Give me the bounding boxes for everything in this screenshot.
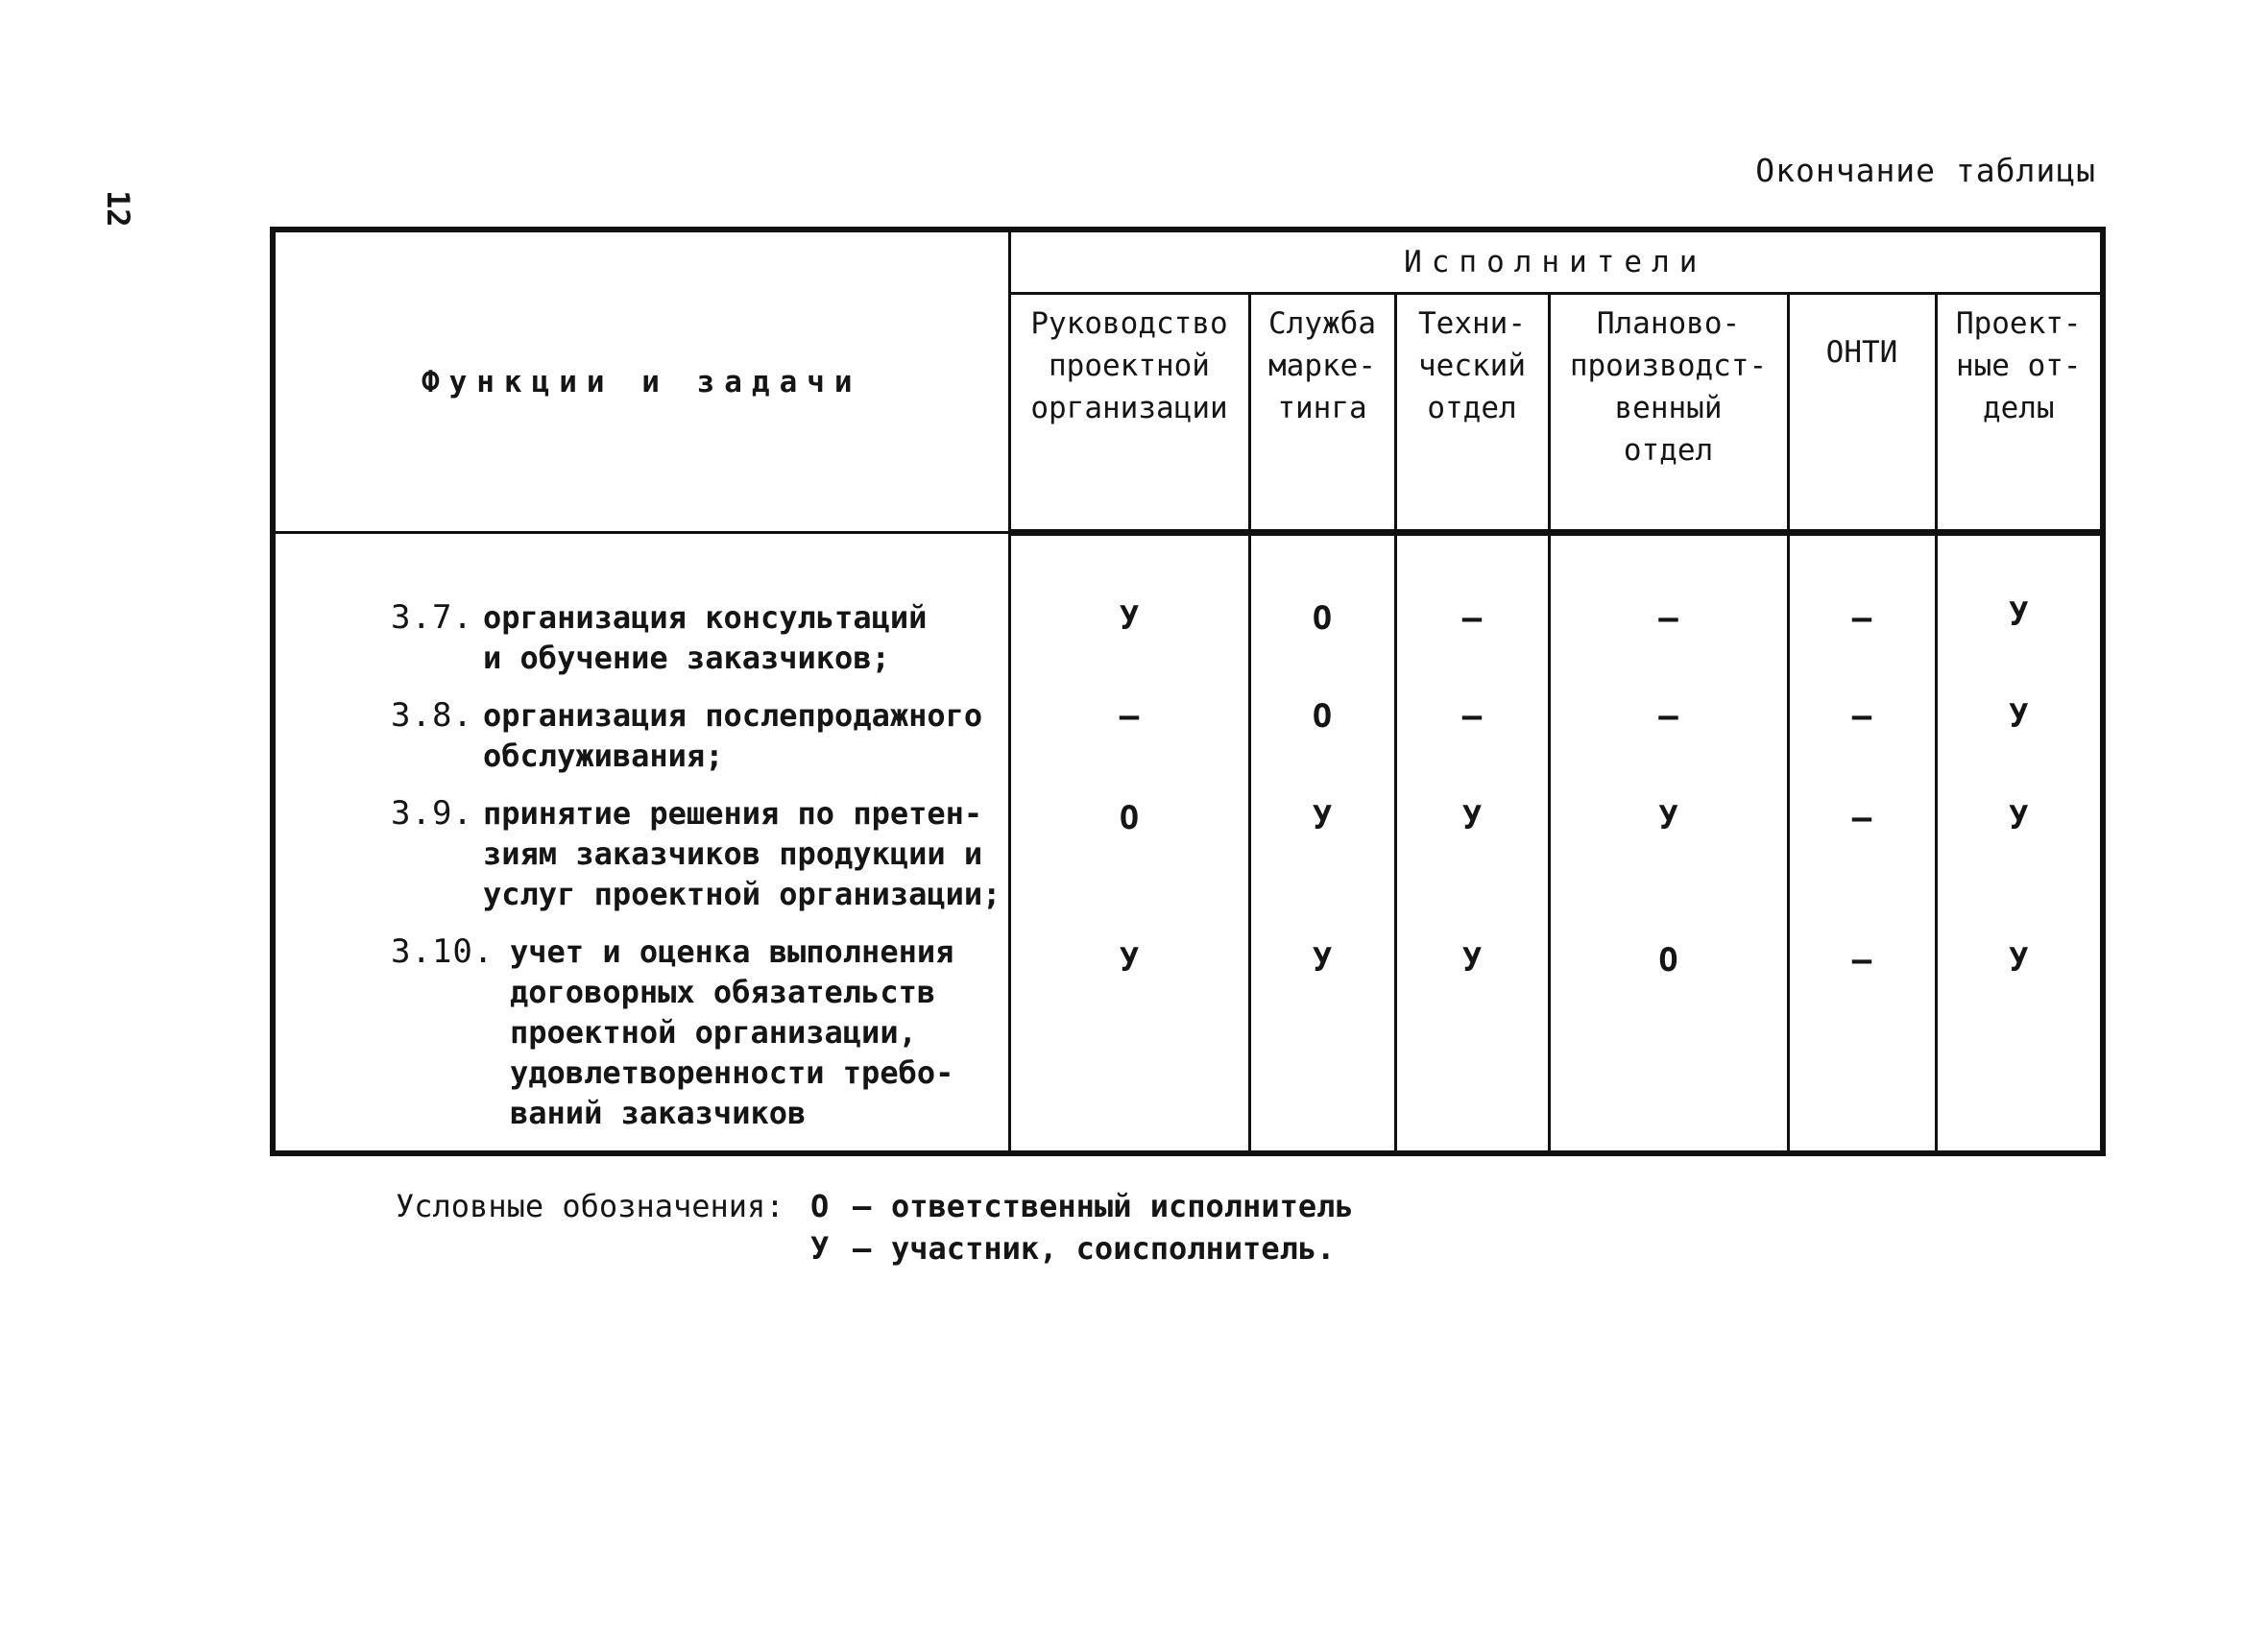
marks-column-planning xyxy=(1549,533,1788,1154)
mark: У xyxy=(2009,697,2029,736)
mark: – xyxy=(1461,599,1483,638)
header-col-onti: ОНТИ xyxy=(1788,294,1936,533)
mark: У xyxy=(2009,941,2029,980)
legend xyxy=(396,1185,1354,1270)
mark: – xyxy=(1658,599,1678,638)
mark: У xyxy=(2009,595,2029,634)
task-text: организация консультаций и обучение заказчиков; xyxy=(483,599,928,676)
task-number: 3.9. xyxy=(391,794,473,833)
task-text: учет и оценка выполнения договорных обязательств проектной организации, удовлетворенности требо- ваний заказчиков xyxy=(510,933,954,1131)
legend-dash: – xyxy=(853,1230,872,1267)
mark: О xyxy=(1312,599,1333,638)
mark: О xyxy=(1119,799,1140,837)
header-tasks: Функции и задачи xyxy=(273,230,1009,533)
mark: О xyxy=(1658,941,1678,980)
task-item xyxy=(391,597,1008,678)
mark: – xyxy=(1461,697,1483,736)
task-item xyxy=(391,695,1008,776)
mark: У xyxy=(2009,799,2029,837)
legend-dash: – xyxy=(853,1188,872,1224)
marks-column-design-depts xyxy=(1936,533,2103,1154)
legend-row xyxy=(396,1227,1354,1270)
header-executors: Исполнители xyxy=(1009,230,2103,294)
mark: – xyxy=(1851,697,1872,736)
mark: У xyxy=(1312,799,1333,837)
mark: – xyxy=(1119,697,1140,736)
task-item xyxy=(391,931,1008,1133)
task-item xyxy=(391,793,1008,914)
mark: – xyxy=(1851,799,1872,837)
task-number: 3.7. xyxy=(391,598,473,637)
header-col-planning: Планово- производст- венный отдел xyxy=(1549,294,1788,533)
marks-column-onti xyxy=(1788,533,1936,1154)
legend-code: У xyxy=(810,1230,830,1267)
tasks-column xyxy=(273,533,1009,1154)
mark: О xyxy=(1312,697,1333,736)
marks-column-management xyxy=(1009,533,1249,1154)
mark: У xyxy=(1461,941,1483,980)
mark: – xyxy=(1658,697,1678,736)
legend-label: Условные обозначения: xyxy=(396,1188,784,1224)
mark: У xyxy=(1461,799,1483,837)
marks-column-technical xyxy=(1395,533,1549,1154)
legend-code: О xyxy=(810,1188,830,1224)
page-number: 12 xyxy=(100,190,136,228)
header-col-marketing: Служба марке- тинга xyxy=(1249,294,1395,533)
marks-column-marketing xyxy=(1249,533,1395,1154)
legend-row xyxy=(396,1185,1354,1227)
mark: – xyxy=(1851,941,1872,980)
legend-text: ответственный исполнитель xyxy=(891,1188,1354,1224)
header-col-design-depts: Проект- ные от- делы xyxy=(1936,294,2103,533)
mark: – xyxy=(1851,599,1872,638)
mark: У xyxy=(1119,599,1140,638)
task-number: 3.10. xyxy=(391,932,495,971)
task-text: организация послепродажного обслуживания; xyxy=(483,697,983,774)
mark: У xyxy=(1312,941,1333,980)
mark: У xyxy=(1658,799,1678,837)
legend-text: участник, соисполнитель. xyxy=(891,1230,1336,1267)
task-number: 3.8. xyxy=(391,696,473,735)
responsibility-table xyxy=(270,227,2106,1156)
header-col-technical: Техни- ческий отдел xyxy=(1395,294,1549,533)
header-col-management: Руководство проектной организации xyxy=(1009,294,1249,533)
table-caption: Окончание таблицы xyxy=(1755,152,2096,189)
task-text: принятие решения по претен- зиям заказчиков продукции и услуг проектной организации; xyxy=(483,795,1001,912)
functions-table xyxy=(270,227,2100,1150)
mark: У xyxy=(1119,941,1140,980)
